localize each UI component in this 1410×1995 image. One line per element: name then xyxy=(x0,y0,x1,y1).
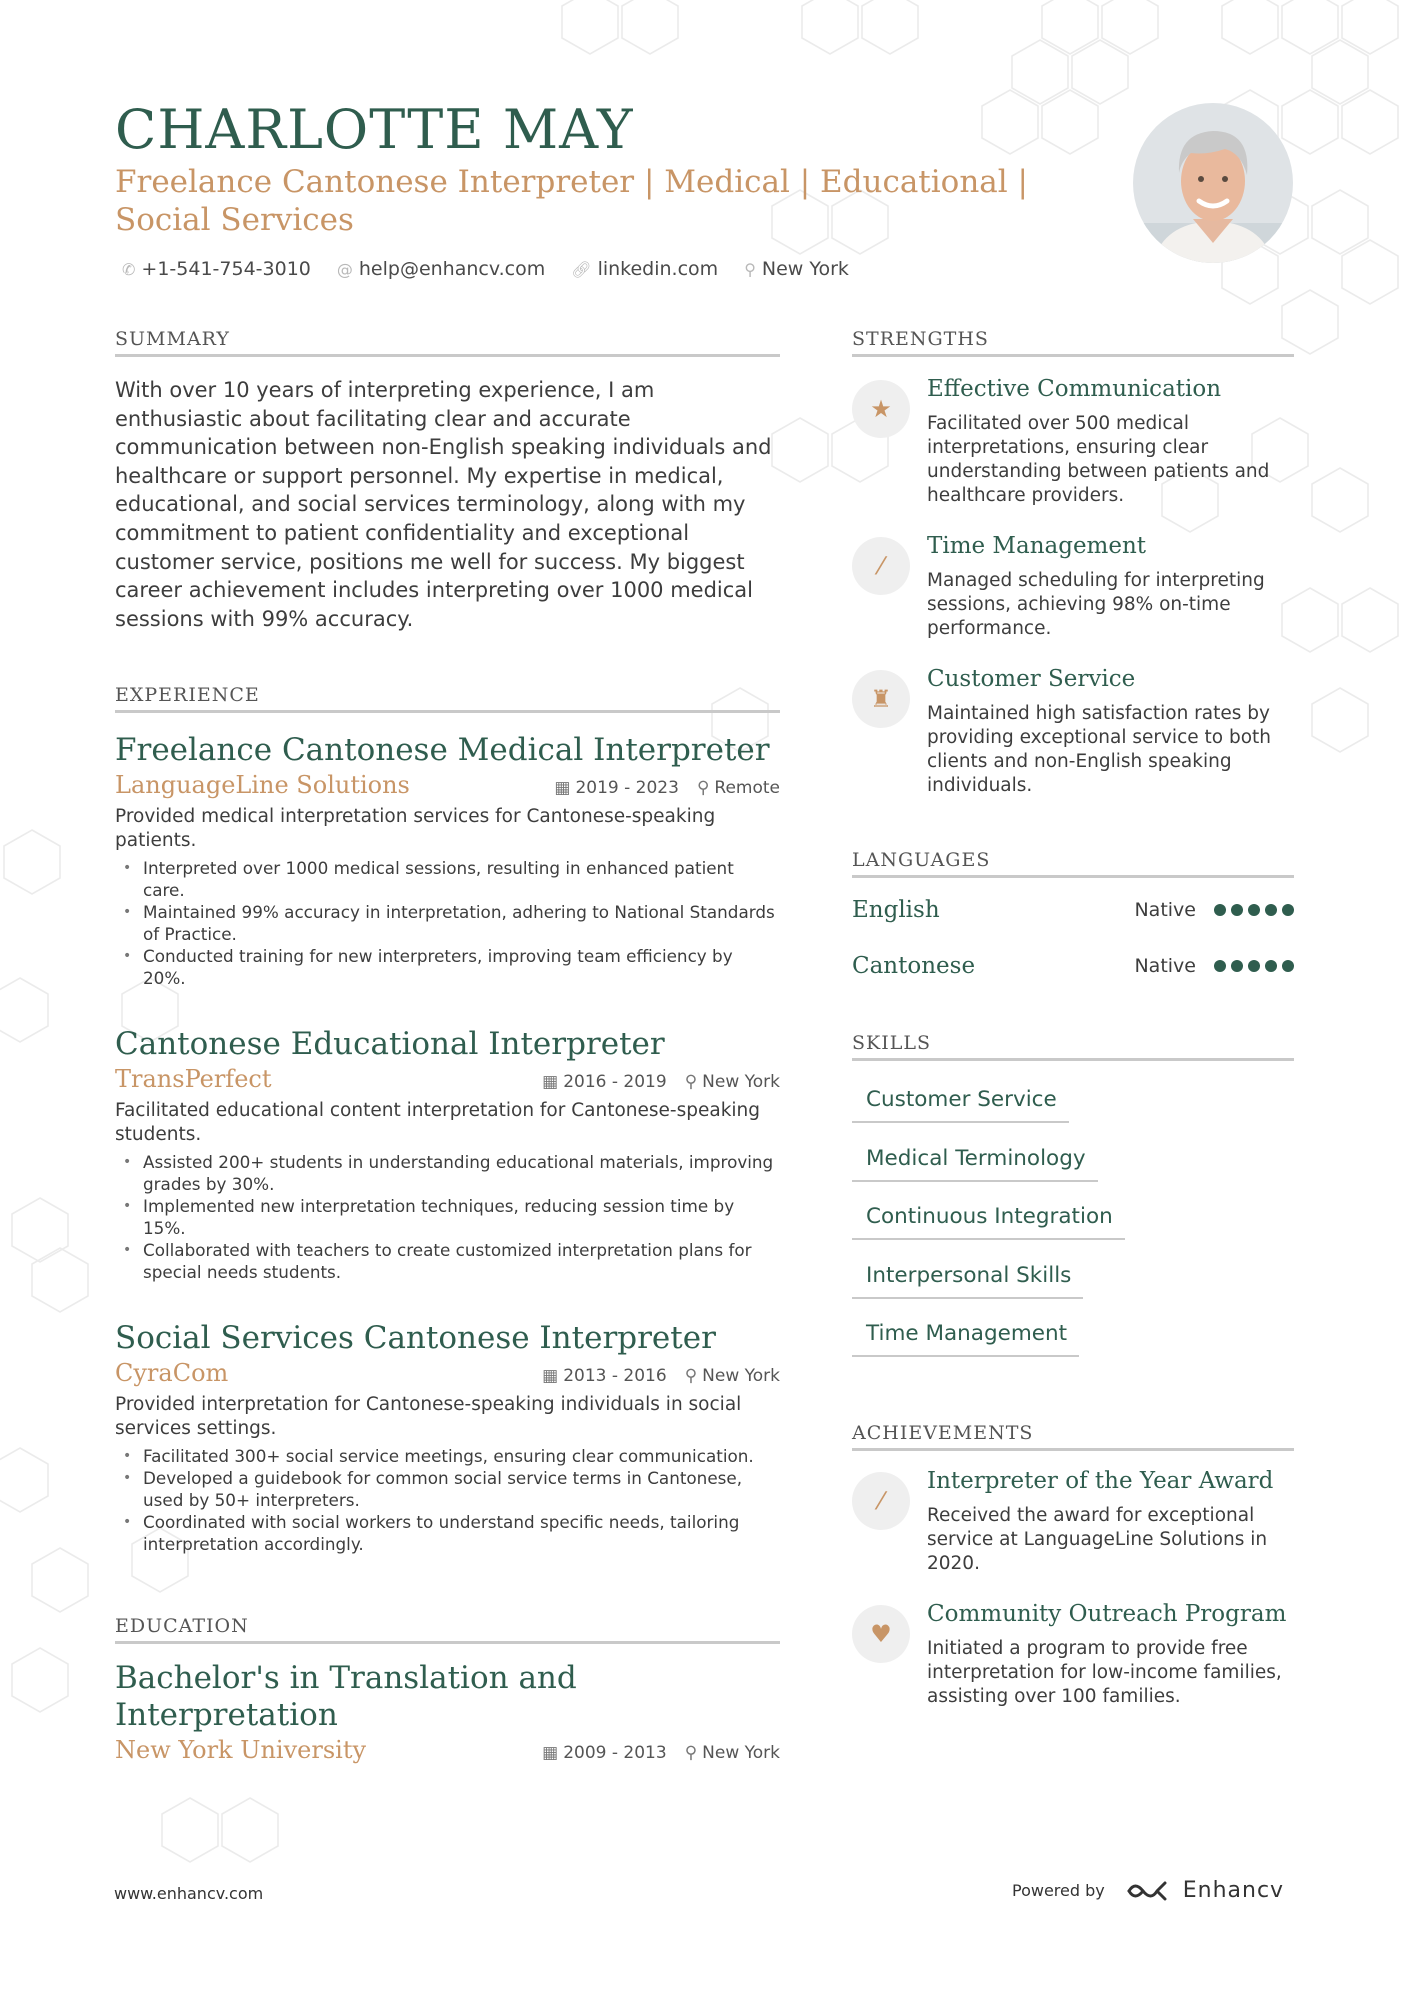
avatar xyxy=(1133,103,1293,263)
location-pin-icon: ⚲ xyxy=(684,1072,698,1092)
education-entry xyxy=(115,1660,780,1764)
degree-title: Bachelor's in Translation and Interpretation xyxy=(115,1660,577,1733)
language-item xyxy=(852,897,1294,923)
achievement-title: Community Outreach Program xyxy=(927,1601,1287,1627)
trophy-icon: ♜ xyxy=(852,670,910,728)
section-title-achievements: ACHIEVEMENTS xyxy=(852,1422,1294,1451)
strength-title: Time Management xyxy=(927,533,1147,559)
job-dates: ▦ 2019 - 2023 xyxy=(554,778,679,798)
phone-icon: ✆ xyxy=(122,259,136,279)
language-item xyxy=(852,953,1294,979)
list-item: • Implemented new interpretation techniques, reducing session time by 15%. xyxy=(115,1195,780,1239)
company-name: CyraCom xyxy=(115,1359,229,1387)
job-description: Provided medical interpretation services for Cantonese-speaking patients. xyxy=(115,806,716,851)
heart-icon: ♥ xyxy=(852,1605,910,1663)
location-pin-icon: ⚲ xyxy=(744,259,756,279)
rating-dot xyxy=(1231,960,1243,972)
job-location: ⚲ New York xyxy=(684,1366,780,1386)
list-item: • Coordinated with social workers to understand specific needs, tailoring interpretation accordingly. xyxy=(115,1511,780,1555)
star-icon: ★ xyxy=(852,380,910,438)
achievement-title: Interpreter of the Year Award xyxy=(927,1468,1274,1494)
job-description: Facilitated educational content interpretation for Cantonese-speaking students. xyxy=(115,1100,761,1145)
brand-logo[interactable] xyxy=(1125,1878,1284,1903)
strength-description: Maintained high satisfaction rates by providing exceptional service to both clients and non-English speaking individuals. xyxy=(927,703,1271,796)
linkedin-text: linkedin.com xyxy=(597,258,719,280)
location-pin-icon: ⚲ xyxy=(696,778,710,798)
contact-location xyxy=(744,258,849,280)
rating-dot xyxy=(1265,960,1277,972)
wand-icon: ⁄ xyxy=(852,537,910,595)
summary-text: With over 10 years of interpreting experience, I am enthusiastic about facilitating clear and accurate communication between non-English speaking individuals and healthcare or support personnel. My expertise in medical, educational, and social services terminology, along with my commitment to patient confidentiality and exceptional customer service, positions me well for success. My biggest career achievement includes interpreting over 1000 medical sessions with 99% accuracy. xyxy=(115,378,772,631)
job-dates: ▦ 2016 - 2019 xyxy=(542,1072,667,1092)
calendar-icon: ▦ xyxy=(554,778,571,798)
enhancv-logo-icon xyxy=(1125,1879,1173,1903)
rating-dot xyxy=(1248,904,1260,916)
job-location: ⚲ New York xyxy=(684,1072,780,1092)
job-dates: ▦ 2013 - 2016 xyxy=(542,1366,667,1386)
wand-icon: ⁄ xyxy=(852,1472,910,1530)
section-title-summary: SUMMARY xyxy=(115,328,780,357)
job-bullets xyxy=(115,1151,780,1283)
rating-dot xyxy=(1282,904,1294,916)
list-item: • Collaborated with teachers to create customized interpretation plans for special needs students. xyxy=(115,1239,780,1283)
job-title: Cantonese Educational Interpreter xyxy=(115,1026,665,1062)
list-item: • Conducted training for new interpreters, improving team efficiency by 20%. xyxy=(115,945,780,989)
language-rating xyxy=(1214,960,1294,972)
list-item: • Maintained 99% accuracy in interpretation, adhering to National Standards of Practice. xyxy=(115,901,780,945)
rating-dot xyxy=(1214,960,1226,972)
powered-by-text: Powered by xyxy=(1012,1881,1105,1900)
strength-item xyxy=(852,533,1297,647)
section-title-languages: LANGUAGES xyxy=(852,849,1294,878)
education-dates: ▦ 2009 - 2013 xyxy=(542,1743,667,1763)
school-name: New York University xyxy=(115,1736,367,1764)
link-icon: 🔗︎ xyxy=(571,259,592,279)
list-item: • Interpreted over 1000 medical sessions, resulting in enhanced patient care. xyxy=(115,857,780,901)
company-name: LanguageLine Solutions xyxy=(115,771,410,799)
experience-entry xyxy=(115,731,780,989)
section-title-education: EDUCATION xyxy=(115,1615,780,1644)
rating-dot xyxy=(1282,960,1294,972)
company-name: TransPerfect xyxy=(115,1065,272,1093)
section-title-skills: SKILLS xyxy=(852,1032,1294,1061)
list-item: • Facilitated 300+ social service meetings, ensuring clear communication. xyxy=(115,1445,780,1467)
email-text: help@enhancv.com xyxy=(358,258,546,280)
brand-name: Enhancv xyxy=(1182,1878,1285,1903)
language-level: Native xyxy=(1134,955,1196,977)
contact-linkedin[interactable] xyxy=(571,258,718,280)
experience-entry xyxy=(115,1025,780,1283)
strength-description: Facilitated over 500 medical interpretations, ensuring clear understanding between patients and healthcare providers. xyxy=(927,413,1270,506)
job-location: ⚲ Remote xyxy=(696,778,780,798)
rating-dot xyxy=(1214,904,1226,916)
job-title: Social Services Cantonese Interpreter xyxy=(115,1320,716,1356)
skill-tag: Customer Service xyxy=(852,1087,1069,1123)
strength-title: Customer Service xyxy=(927,666,1136,692)
candidate-name: CHARLOTTE MAY xyxy=(115,98,634,161)
contact-phone[interactable] xyxy=(122,258,311,280)
achievement-description: Received the award for exceptional service at LanguageLine Solutions in 2020. xyxy=(927,1505,1268,1574)
language-name: English xyxy=(852,897,940,923)
calendar-icon: ▦ xyxy=(542,1366,559,1386)
skill-tag: Continuous Integration xyxy=(852,1204,1125,1240)
at-icon: @ xyxy=(336,259,353,279)
achievement-description: Initiated a program to provide free interpretation for low-income families, assisting over 100 families. xyxy=(927,1638,1282,1707)
contact-bar xyxy=(122,258,849,280)
job-bullets xyxy=(115,857,780,989)
strength-item xyxy=(852,376,1297,510)
strength-title: Effective Communication xyxy=(927,376,1222,402)
job-title: Freelance Cantonese Medical Interpreter xyxy=(115,732,770,768)
section-title-strengths: STRENGTHS xyxy=(852,328,1294,357)
phone-text: +1-541-754-3010 xyxy=(141,258,311,280)
job-bullets xyxy=(115,1445,780,1555)
footer-branding xyxy=(1012,1878,1284,1903)
skill-tag: Time Management xyxy=(852,1321,1079,1357)
headline: Freelance Cantonese Interpreter | Medical | Educational | Social Services xyxy=(115,164,1029,238)
experience-entry xyxy=(115,1319,780,1555)
location-pin-icon: ⚲ xyxy=(684,1366,698,1386)
achievement-item xyxy=(852,1468,1297,1582)
language-rating xyxy=(1214,904,1294,916)
strength-description: Managed scheduling for interpreting sessions, achieving 98% on-time performance. xyxy=(927,570,1265,639)
calendar-icon: ▦ xyxy=(542,1072,559,1092)
section-title-experience: EXPERIENCE xyxy=(115,684,780,713)
achievement-item xyxy=(852,1601,1297,1715)
language-name: Cantonese xyxy=(852,953,976,979)
location-pin-icon: ⚲ xyxy=(684,1743,698,1763)
rating-dot xyxy=(1265,904,1277,916)
skill-tag: Interpersonal Skills xyxy=(852,1263,1083,1299)
footer-website[interactable]: www.enhancv.com xyxy=(114,1884,264,1903)
language-level: Native xyxy=(1134,899,1196,921)
rating-dot xyxy=(1248,960,1260,972)
rating-dot xyxy=(1231,904,1243,916)
list-item: • Assisted 200+ students in understanding educational materials, improving grades by 30%. xyxy=(115,1151,780,1195)
skill-tag: Medical Terminology xyxy=(852,1146,1098,1182)
calendar-icon: ▦ xyxy=(542,1743,559,1763)
list-item: • Developed a guidebook for common social service terms in Cantonese, used by 50+ interpreters. xyxy=(115,1467,780,1511)
education-location: ⚲ New York xyxy=(684,1743,780,1763)
contact-email[interactable] xyxy=(337,258,545,280)
strength-item xyxy=(852,666,1297,800)
job-description: Provided interpretation for Cantonese-speaking individuals in social services settings. xyxy=(115,1394,742,1439)
location-text: New York xyxy=(761,258,849,280)
